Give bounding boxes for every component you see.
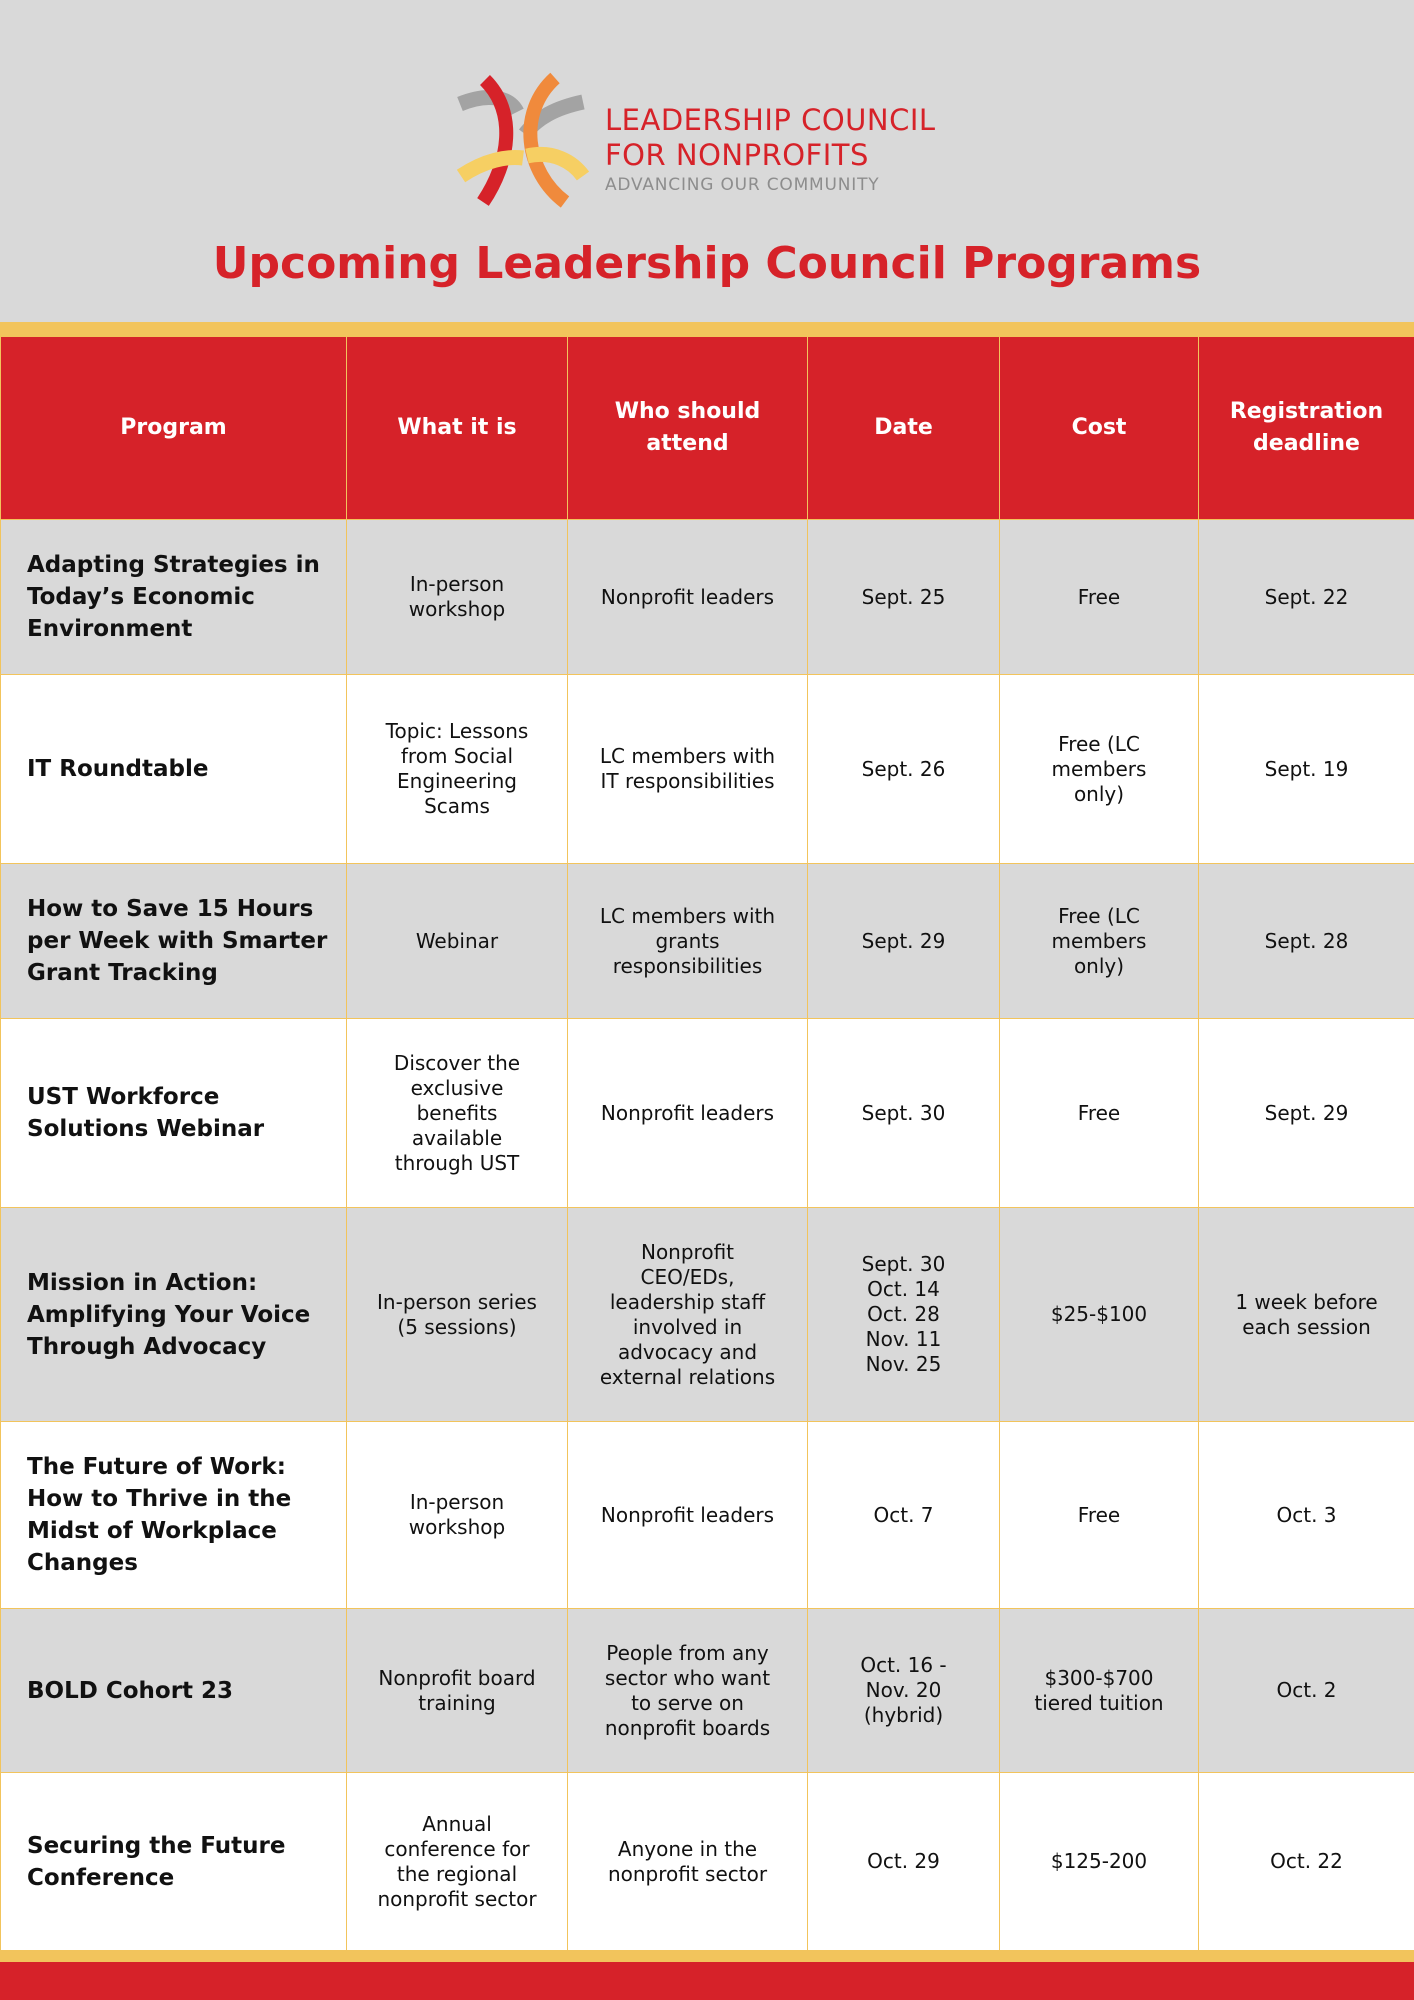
program-deadline: Oct. 22 (1199, 1773, 1414, 1951)
table-row (1, 1609, 1414, 1773)
program-date: Sept. 30 (808, 1019, 1000, 1208)
program-deadline: Oct. 3 (1199, 1422, 1414, 1609)
program-deadline: 1 week before each session (1199, 1208, 1414, 1422)
program-cost: $125-200 (1000, 1773, 1199, 1951)
logo-wordmark (605, 103, 936, 195)
session-date: Oct. 28 (867, 1302, 940, 1326)
header-cost: Cost (1000, 337, 1199, 520)
session-date: Nov. 11 (865, 1327, 942, 1351)
page-header (0, 0, 1414, 322)
program-cost: Free (1000, 520, 1199, 675)
session-date: Nov. 25 (865, 1352, 942, 1376)
program-audience: Anyone in the nonprofit sector (568, 1773, 808, 1951)
session-date: Sept. 30 (861, 1252, 946, 1276)
program-type: Annual conference for the regional nonprofit sector (347, 1773, 568, 1951)
programs-table (0, 336, 1414, 1951)
program-type: In-person workshop (347, 1422, 568, 1609)
program-name: UST Workforce Solutions Webinar (1, 1019, 347, 1208)
table-row (1, 1422, 1414, 1609)
header-program: Program (1, 337, 347, 520)
logo-name-line2: FOR NONPROFITS (605, 138, 869, 172)
program-name: Adapting Strategies in Today’s Economic Environment (1, 520, 347, 675)
program-type: Topic: Lessons from Social Engineering Scams (347, 675, 568, 864)
program-type: In-person workshop (347, 520, 568, 675)
table-row (1, 1208, 1414, 1422)
program-date: Sept. 25 (808, 520, 1000, 675)
program-audience: Nonprofit CEO/EDs, leadership staff involved in advocacy and external relations (568, 1208, 808, 1422)
program-type: Discover the exclusive benefits available through UST (347, 1019, 568, 1208)
program-deadline: Sept. 22 (1199, 520, 1414, 675)
program-audience: LC members with IT responsibilities (568, 675, 808, 864)
program-date (808, 1208, 1000, 1422)
program-name: IT Roundtable (1, 675, 347, 864)
program-cost: $300-$700 tiered tuition (1000, 1609, 1199, 1773)
footer-bar (0, 1962, 1414, 2000)
program-type: Nonprofit board training (347, 1609, 568, 1773)
program-cost: Free (1000, 1422, 1199, 1609)
program-audience: Nonprofit leaders (568, 520, 808, 675)
program-date: Sept. 26 (808, 675, 1000, 864)
page-title: Upcoming Leadership Council Programs (212, 238, 1202, 289)
program-cost: Free (LC members only) (1000, 864, 1199, 1019)
program-audience: Nonprofit leaders (568, 1422, 808, 1609)
session-date: Oct. 14 (867, 1277, 940, 1301)
program-name: How to Save 15 Hours per Week with Smarter Grant Tracking (1, 864, 347, 1019)
table-row (1, 1019, 1414, 1208)
program-name: The Future of Work: How to Thrive in the Midst of Workplace Changes (1, 1422, 347, 1609)
program-deadline: Sept. 19 (1199, 675, 1414, 864)
header-what-it-is: What it is (347, 337, 568, 520)
top-divider (0, 322, 1414, 336)
program-audience: LC members with grants responsibilities (568, 864, 808, 1019)
table-row (1, 520, 1414, 675)
table-row (1, 675, 1414, 864)
header-date: Date (808, 337, 1000, 520)
table-row (1, 864, 1414, 1019)
program-audience: People from any sector who want to serve on nonprofit boards (568, 1609, 808, 1773)
header-registration-deadline: Registration deadline (1199, 337, 1414, 520)
program-cost: Free (LC members only) (1000, 675, 1199, 864)
program-cost: $25-$100 (1000, 1208, 1199, 1422)
bottom-divider (0, 1950, 1414, 1962)
logo-mark-icon (455, 72, 595, 212)
program-deadline: Sept. 28 (1199, 864, 1414, 1019)
program-type: In-person series (5 sessions) (347, 1208, 568, 1422)
program-date: Oct. 7 (808, 1422, 1000, 1609)
program-name: BOLD Cohort 23 (1, 1609, 347, 1773)
table-row (1, 1773, 1414, 1951)
program-deadline: Sept. 29 (1199, 1019, 1414, 1208)
program-date: Oct. 29 (808, 1773, 1000, 1951)
logo-tagline: ADVANCING OUR COMMUNITY (605, 175, 880, 195)
session-dates (818, 1252, 989, 1377)
program-type: Webinar (347, 864, 568, 1019)
organization-logo (455, 72, 975, 212)
program-date: Oct. 16 - Nov. 20 (hybrid) (808, 1609, 1000, 1773)
program-cost: Free (1000, 1019, 1199, 1208)
program-name: Mission in Action: Amplifying Your Voice Through Advocacy (1, 1208, 347, 1422)
program-deadline: Oct. 2 (1199, 1609, 1414, 1773)
logo-name-line1: LEADERSHIP COUNCIL (605, 103, 936, 137)
program-audience: Nonprofit leaders (568, 1019, 808, 1208)
program-name: Securing the Future Conference (1, 1773, 347, 1951)
program-date: Sept. 29 (808, 864, 1000, 1019)
header-who-should-attend: Who should attend (568, 337, 808, 520)
table-header-row (1, 337, 1414, 520)
